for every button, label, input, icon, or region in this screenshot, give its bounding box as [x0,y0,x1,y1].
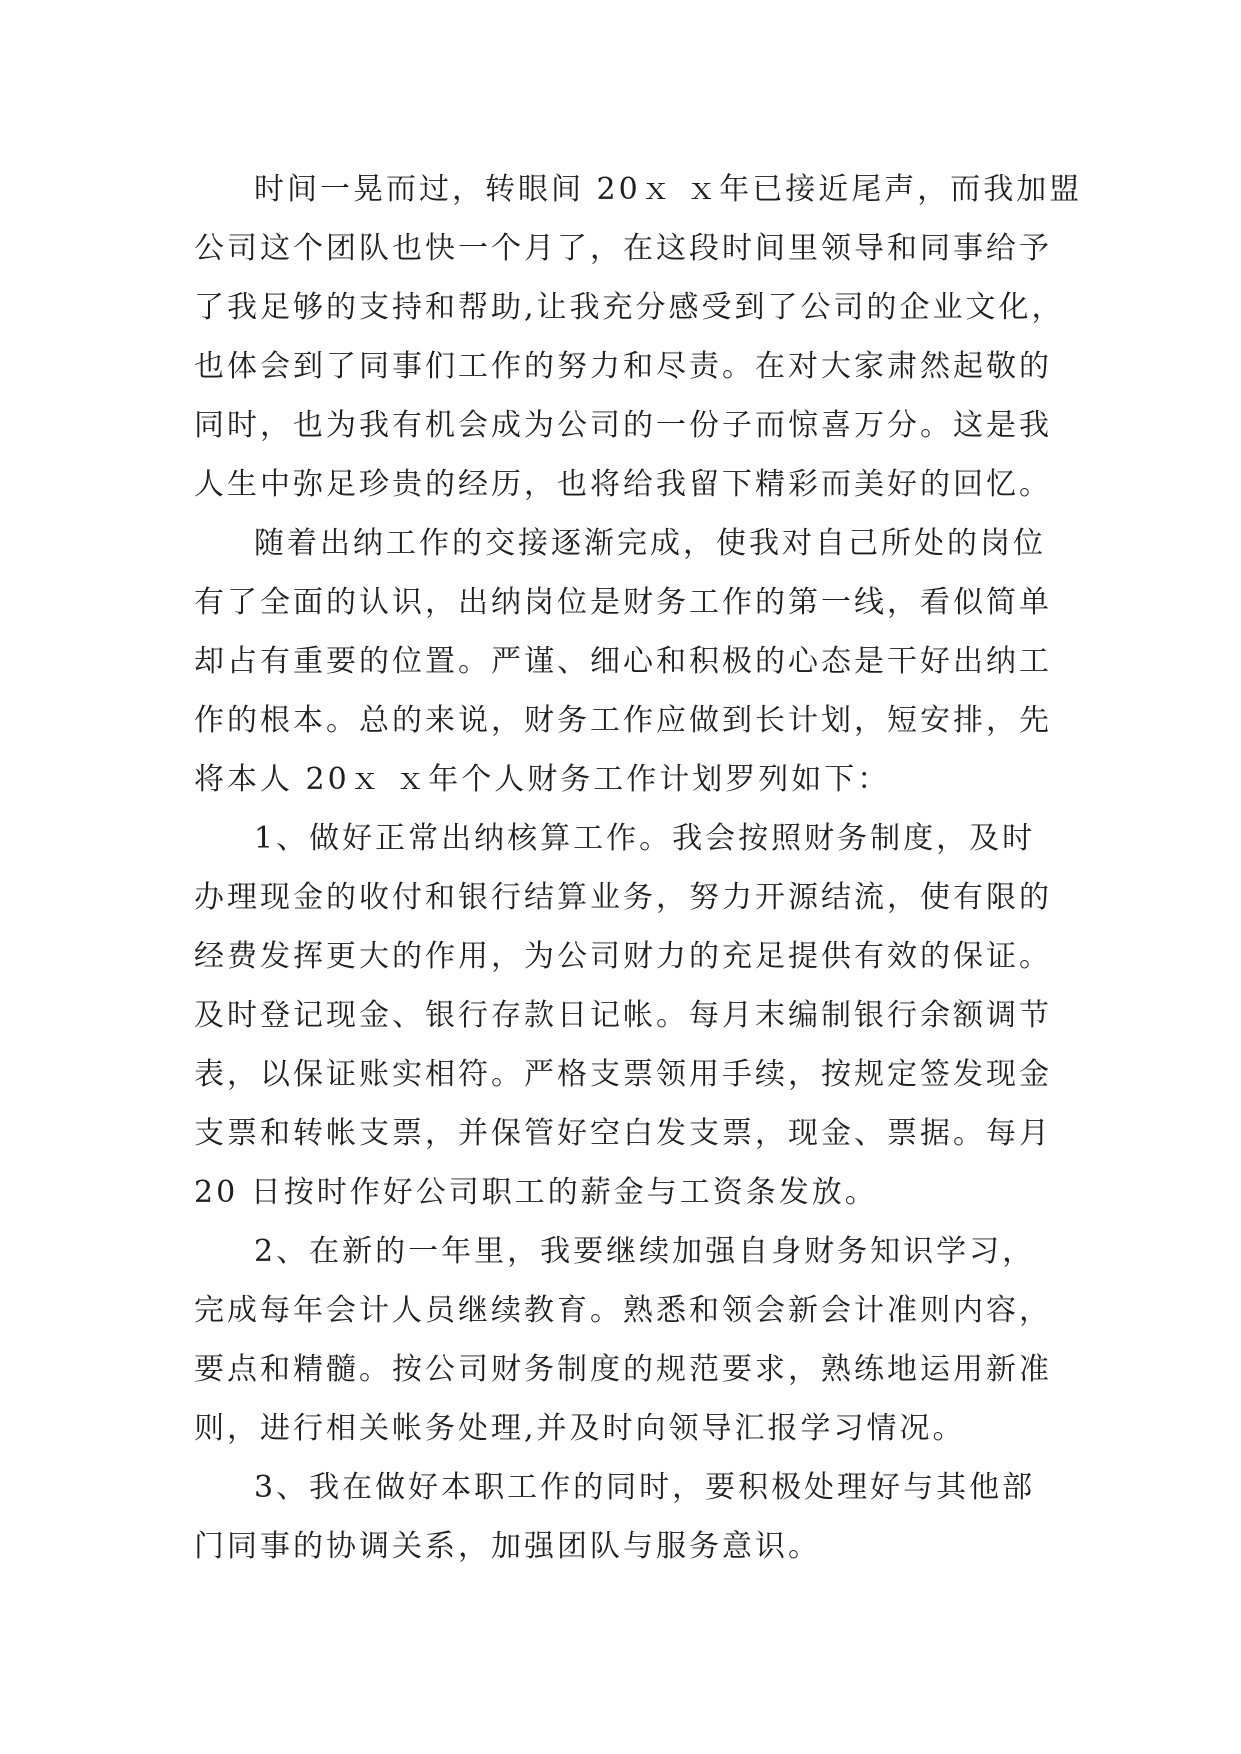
text-line: 人生中弥足珍贵的经历，也将给我留下精彩而美好的回忆。 [194,467,1052,502]
text-line: 完成每年会计人员继续教育。熟悉和领会新会计准则内容， [194,1293,1052,1328]
text-line: 3、我在做好本职工作的同时，要积极处理好与其他部 [254,1470,1036,1505]
text-line: 作的根本。总的来说，财务工作应做到长计划，短安排，先 [194,703,1052,738]
text-line: 办理现金的收付和银行结算业务，努力开源结流，使有限的 [194,880,1052,915]
paragraph-handover [194,514,1074,809]
text-line: 要点和精髓。按公司财务制度的规范要求，熟练地运用新准 [194,1352,1052,1387]
text-line: 将本人 20ｘ ｘ年个人财务工作计划罗列如下： [194,762,891,797]
text-line: 公司这个团队也快一个月了，在这段时间里领导和同事给予 [194,231,1052,266]
text-line: 门同事的协调关系，加强团队与服务意识。 [194,1529,821,1564]
text-line: 有了全面的认识，出纳岗位是财务工作的第一线，看似简单 [194,585,1052,620]
text-line: 则，进行相关帐务处理,并及时向领导汇报学习情况。 [194,1411,966,1446]
paragraph-intro [194,160,1083,514]
text-line: 同时，也为我有机会成为公司的一份子而惊喜万分。这是我 [194,408,1052,443]
text-line: 20 日按时作好公司职工的薪金与工资条发放。 [194,1175,878,1210]
text-line: 表，以保证账实相符。严格支票领用手续，按规定签发现金 [194,1057,1052,1092]
text-line: 2、在新的一年里，我要继续加强自身财务知识学习， [254,1234,1036,1269]
text-line: 支票和转帐支票，并保管好空白发支票，现金、票据。每月 [194,1116,1052,1151]
text-line: 1、做好正常出纳核算工作。我会按照财务制度，及时 [254,821,1036,856]
text-line: 却占有重要的位置。严谨、细心和积极的心态是干好出纳工 [194,644,1052,679]
document-body [194,160,1083,1576]
text-line: 也体会到了同事们工作的努力和尽责。在对大家肃然起敬的 [194,349,1052,384]
text-line: 随着出纳工作的交接逐渐完成，使我对自己所处的岗位 [254,526,1046,561]
paragraph-item-1 [194,809,1074,1222]
text-line: 了我足够的支持和帮助,让我充分感受到了公司的企业文化， [194,290,1065,325]
text-line: 及时登记现金、银行存款日记帐。每月末编制银行余额调节 [194,998,1052,1033]
paragraph-item-3 [194,1458,1074,1576]
text-line: 经费发挥更大的作用，为公司财力的充足提供有效的保证。 [194,939,1052,974]
paragraph-item-2 [194,1222,1074,1458]
text-line: 时间一晃而过，转眼间 20ｘ ｘ年已接近尾声，而我加盟 [254,172,1083,207]
